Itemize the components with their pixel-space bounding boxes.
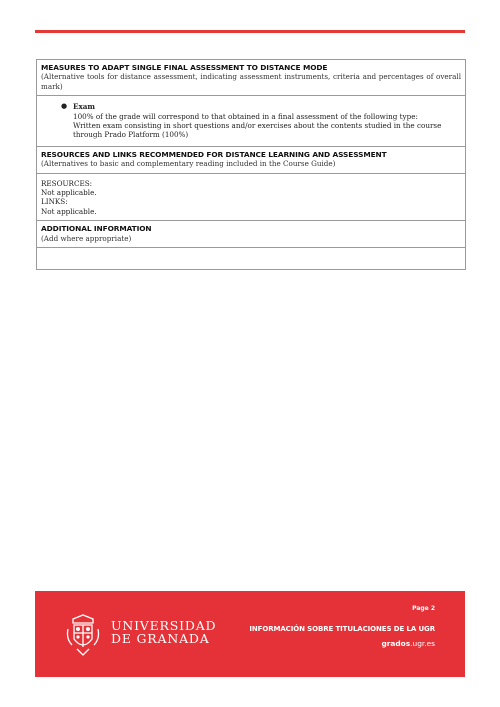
resources-header-row (37, 146, 466, 173)
university-name-line1: UNIVERSIDAD (111, 618, 217, 633)
resources-section-subtitle: (Alternatives to basic and complementary reading included in the Course Guide) (41, 159, 336, 169)
site-rest: .ugr.es (410, 639, 435, 648)
resources-line: RESOURCES: (41, 178, 93, 188)
additional-content-row (37, 248, 466, 270)
exam-list-item (41, 99, 461, 142)
adapt-section-title: MEASURES TO ADAPT SINGLE FINAL ASSESSMENT TO DISTANCE MODE (41, 63, 328, 72)
ugr-seal-icon (65, 613, 101, 657)
resources-content-row (37, 173, 466, 221)
resources-section-title: RESOURCES AND LINKS RECOMMENDED FOR DISTANCE LEARNING AND ASSESSMENT (41, 149, 387, 159)
exam-line: 100% of the grade will correspond to that obtained in a final assessment of the following type: (73, 111, 418, 121)
bullet-icon: ● (61, 102, 68, 111)
distance-mode-table (36, 59, 466, 270)
university-name-line2: DE GRANADA (111, 631, 210, 646)
additional-section-title: ADDITIONAL INFORMATION (41, 224, 152, 234)
exam-title: Exam (73, 102, 96, 112)
resources-line: Not applicable. (41, 206, 97, 216)
adapt-section-subtitle: (Alternative tools for distance assessment, indicating assessment instruments, criteria and percentages of overall mark) (41, 72, 461, 91)
resources-line: LINKS: (41, 197, 68, 207)
exam-line: through Prado Platform (100%) (73, 130, 189, 140)
footer-info-title: INFORMACIÓN SOBRE TITULACIONES DE LA UGR (249, 625, 435, 633)
adapt-header-row (37, 60, 466, 96)
page-number: Page 2 (412, 605, 435, 612)
university-name (111, 619, 216, 645)
exam-line: Written exam consisting in short questions and/or exercises about the contents studied in the course (73, 121, 442, 131)
resources-line: Not applicable. (41, 188, 97, 198)
site-bold: grados (381, 639, 411, 648)
additional-header-row (37, 221, 466, 248)
header-rule (35, 30, 465, 33)
page-footer (35, 591, 465, 677)
adapt-content-row (37, 96, 466, 147)
footer-site-link[interactable] (381, 639, 435, 648)
additional-section-subtitle: (Add where appropriate) (41, 233, 132, 243)
additional-empty-cell (37, 248, 466, 270)
